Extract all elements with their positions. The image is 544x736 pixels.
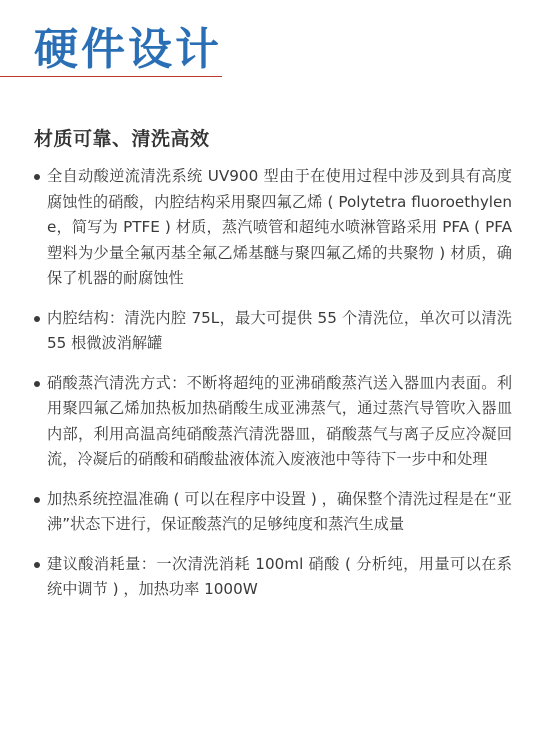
list-item: [34, 552, 512, 603]
list-item-text: 内腔结构：清洗内腔 75L，最大可提供 55 个清洗位，单次可以清洗 55 根微波消解罐: [47, 308, 512, 352]
list-item-text: 建议酸消耗量：一次清洗消耗 100ml 硝酸 ( 分析纯，用量可以在系统中调节 ) ，加热功率 1000W: [47, 554, 512, 598]
list-item-text: 全自动酸逆流清洗系统 UV900 型由于在使用过程中涉及到具有高度腐蚀性的硝酸，内腔结构采用聚四氟乙烯 ( Polytetra fluoroethylene，简写为 PTFE ) 材质，蒸汽喷管和超纯水喷淋管路采用 PFA ( PFA 塑料为少量全氟丙基全氟乙烯基醚与聚四氟乙烯的共聚物 ) 材质，确保了机器的耐腐蚀性: [47, 167, 512, 287]
list-item: [34, 306, 512, 357]
bullet-dot-icon: [34, 562, 40, 568]
feature-list: [34, 164, 512, 617]
list-item-text: 硝酸蒸汽清洗方式：不断将超纯的亚沸硝酸蒸汽送入器皿内表面。利用聚四氟乙烯加热板加热硝酸生成亚沸蒸气，通过蒸汽导管吹入器皿内部，利用高温高纯硝酸蒸汽清洗器皿，硝酸蒸气与离子反应冷凝回流，冷凝后的硝酸和硝酸盐液体流入废液池中等待下一步中和处理: [47, 373, 512, 468]
bullet-dot-icon: [34, 174, 40, 180]
page-title: 硬件设计: [34, 24, 222, 75]
section-heading: 材质可靠、清洗高效: [34, 128, 210, 150]
list-item: [34, 371, 512, 473]
bullet-dot-icon: [34, 497, 40, 503]
bullet-dot-icon: [34, 381, 40, 387]
list-item-text: 加热系统控温准确 ( 可以在程序中设置 ) ，确保整个清洗过程是在“亚沸”状态下进行，保证酸蒸汽的足够纯度和蒸汽生成量: [47, 489, 512, 533]
list-item: [34, 487, 512, 538]
title-underline: [0, 76, 222, 77]
list-item: [34, 164, 512, 292]
bullet-dot-icon: [34, 316, 40, 322]
